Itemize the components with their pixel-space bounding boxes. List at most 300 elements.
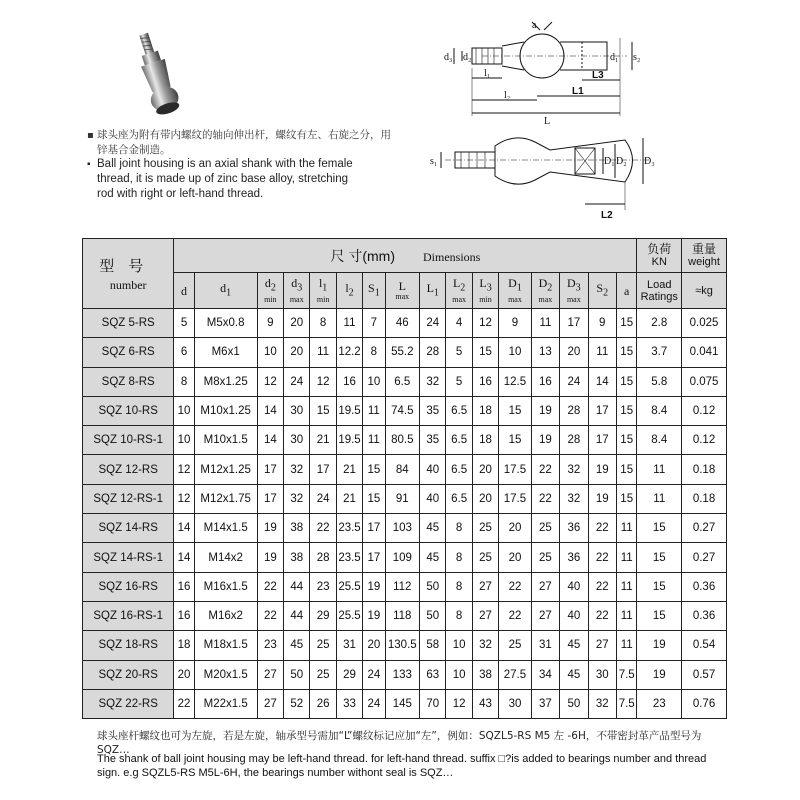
table-row <box>83 631 727 660</box>
table-cell: 36 <box>560 514 588 543</box>
table-cell: 20 <box>560 338 588 367</box>
label-D1: D₁ <box>604 156 615 167</box>
table-cell: 38 <box>284 543 310 572</box>
table-cell: 9 <box>257 309 283 338</box>
table-cell: 11 <box>616 631 636 660</box>
table-cell: 15 <box>637 514 682 543</box>
table-cell: 0.76 <box>682 689 727 718</box>
table-cell: 40 <box>420 484 446 513</box>
table-cell: M12x1.75 <box>194 484 257 513</box>
table-cell: 17 <box>257 484 283 513</box>
model-number-cell: SQZ 22-RS <box>83 689 174 718</box>
table-cell: 30 <box>284 426 310 455</box>
table-cell: 6.5 <box>446 484 472 513</box>
table-cell: 19 <box>531 426 559 455</box>
column-header-l2-5: $l_2$ <box>336 273 362 309</box>
table-cell: 8 <box>363 338 385 367</box>
table-cell: M6x1 <box>194 338 257 367</box>
weight-header-top: 重量 weight <box>682 239 727 273</box>
table-cell: 8 <box>310 309 336 338</box>
table-cell: 21 <box>336 484 362 513</box>
table-cell: 19.5 <box>336 426 362 455</box>
table-cell: 24 <box>284 367 310 396</box>
table-cell: 15 <box>616 396 636 425</box>
table-cell: 29 <box>336 660 362 689</box>
table-cell: 27 <box>531 572 559 601</box>
table-cell: 12.5 <box>499 367 531 396</box>
load-rating-header-top: 负荷 KN <box>637 239 682 273</box>
table-cell: M16x2 <box>194 601 257 630</box>
label-a: a <box>532 20 537 31</box>
table-cell: 18 <box>472 426 498 455</box>
table-cell: 9 <box>588 309 616 338</box>
table-cell: 12 <box>257 367 283 396</box>
table-cell: 22 <box>499 572 531 601</box>
column-header-l1-4: $l_1$ min <box>310 273 336 309</box>
table-cell: M18x1.5 <box>194 631 257 660</box>
table-cell: 14 <box>257 396 283 425</box>
table-cell: 14 <box>257 426 283 455</box>
table-cell: 15 <box>363 484 385 513</box>
table-cell: 44 <box>284 601 310 630</box>
table-cell: 11 <box>336 309 362 338</box>
table-cell: 10 <box>499 338 531 367</box>
table-cell: 12 <box>310 367 336 396</box>
table-cell: 84 <box>385 455 420 484</box>
table-cell: 6 <box>174 338 194 367</box>
table-cell: 112 <box>385 572 420 601</box>
table-cell: 15 <box>499 426 531 455</box>
table-cell: 38 <box>472 660 498 689</box>
table-cell: 0.54 <box>682 631 727 660</box>
description-english: ▪ Ball joint housing is an axial shank with the female thread, it is made up of zinc base alloy, stretching rod with right or left-hand thread. <box>97 157 367 202</box>
table-cell: 12 <box>472 309 498 338</box>
table-cell: 17 <box>363 514 385 543</box>
table-cell: 44 <box>284 572 310 601</box>
table-cell: 13 <box>531 338 559 367</box>
table-cell: 45 <box>284 631 310 660</box>
table-cell: 22 <box>588 543 616 572</box>
table-cell: 0.025 <box>682 309 727 338</box>
table-cell: 45 <box>420 514 446 543</box>
table-cell: 22 <box>499 601 531 630</box>
table-cell: 40 <box>560 572 588 601</box>
table-cell: 8 <box>446 543 472 572</box>
table-cell: 16 <box>531 367 559 396</box>
ball-joint-housing-photo <box>128 30 188 125</box>
table-cell: 27 <box>257 689 283 718</box>
dimensions-header: 尺 寸(mm) Dimensions <box>174 239 637 273</box>
table-cell: 22 <box>310 514 336 543</box>
specification-rows <box>83 309 727 719</box>
table-cell: 28 <box>560 426 588 455</box>
table-cell: 145 <box>385 689 420 718</box>
table-cell: 6.5 <box>446 396 472 425</box>
table-cell: 19 <box>637 631 682 660</box>
model-number-cell: SQZ 16-RS <box>83 572 174 601</box>
table-cell: 6.5 <box>446 426 472 455</box>
column-header-S1-6: $S_1$ <box>363 273 385 309</box>
label-D3: D₃ <box>644 156 655 167</box>
table-cell: 24 <box>363 689 385 718</box>
table-row <box>83 426 727 455</box>
table-cell: 8 <box>446 601 472 630</box>
table-cell: 20 <box>284 338 310 367</box>
table-cell: 7.5 <box>616 689 636 718</box>
table-cell: 11 <box>616 601 636 630</box>
column-header-d-0: d <box>174 273 194 309</box>
table-cell: 17 <box>363 543 385 572</box>
table-cell: 32 <box>472 631 498 660</box>
table-cell: 19.5 <box>336 396 362 425</box>
table-row <box>83 572 727 601</box>
table-cell: 27 <box>472 572 498 601</box>
table-cell: 32 <box>588 689 616 718</box>
table-cell: 24 <box>560 367 588 396</box>
table-cell: 6.5 <box>446 455 472 484</box>
table-row <box>83 484 727 513</box>
table-cell: 15 <box>637 601 682 630</box>
table-cell: M16x1.5 <box>194 572 257 601</box>
table-cell: 43 <box>472 689 498 718</box>
table-cell: 12 <box>174 455 194 484</box>
table-cell: 14 <box>174 543 194 572</box>
table-cell: 24 <box>310 484 336 513</box>
table-cell: 15 <box>616 367 636 396</box>
table-cell: 8 <box>446 514 472 543</box>
table-cell: 28 <box>420 338 446 367</box>
table-cell: 19 <box>363 572 385 601</box>
table-cell: 22 <box>588 514 616 543</box>
table-row <box>83 660 727 689</box>
table-cell: 40 <box>560 601 588 630</box>
model-number-header: 型号 number <box>83 239 174 309</box>
table-cell: 50 <box>420 601 446 630</box>
table-cell: 29 <box>310 601 336 630</box>
weight-unit-header: ≈kg <box>682 273 727 309</box>
model-number-cell: SQZ 12-RS-1 <box>83 484 174 513</box>
table-row <box>83 543 727 572</box>
table-cell: 25.5 <box>336 601 362 630</box>
table-cell: 18 <box>174 631 194 660</box>
table-cell: 23 <box>310 572 336 601</box>
table-cell: 15 <box>616 426 636 455</box>
table-row <box>83 338 727 367</box>
table-cell: 32 <box>560 455 588 484</box>
table-cell: 30 <box>499 689 531 718</box>
table-cell: 16 <box>336 367 362 396</box>
table-cell: 36 <box>560 543 588 572</box>
table-row <box>83 309 727 338</box>
table-cell: 23.5 <box>336 543 362 572</box>
technical-drawing-top-view <box>425 130 665 225</box>
table-cell: 22 <box>257 572 283 601</box>
table-cell: 10 <box>257 338 283 367</box>
table-cell: 40 <box>420 455 446 484</box>
table-cell: 22 <box>531 455 559 484</box>
table-cell: 11 <box>531 309 559 338</box>
column-header-L3-10: $L_3$ min <box>472 273 498 309</box>
table-cell: 31 <box>336 631 362 660</box>
label-L1: L1 <box>572 86 584 97</box>
table-cell: 4 <box>446 309 472 338</box>
model-number-cell: SQZ 14-RS-1 <box>83 543 174 572</box>
table-cell: 0.12 <box>682 396 727 425</box>
table-cell: 27.5 <box>499 660 531 689</box>
table-cell: 12 <box>446 689 472 718</box>
table-cell: 17 <box>588 426 616 455</box>
table-cell: 19 <box>363 601 385 630</box>
table-row <box>83 396 727 425</box>
table-cell: 15 <box>472 338 498 367</box>
table-cell: 28 <box>310 543 336 572</box>
table-cell: 11 <box>616 543 636 572</box>
table-cell: 33 <box>336 689 362 718</box>
table-cell: 5 <box>446 367 472 396</box>
table-cell: 17 <box>588 396 616 425</box>
table-cell: 12 <box>174 484 194 513</box>
table-cell: 133 <box>385 660 420 689</box>
table-cell: 5 <box>446 338 472 367</box>
specification-table <box>82 238 727 719</box>
table-cell: M8x1.25 <box>194 367 257 396</box>
table-cell: 25 <box>531 514 559 543</box>
table-cell: 45 <box>560 660 588 689</box>
table-cell: 15 <box>616 338 636 367</box>
table-cell: 52 <box>284 689 310 718</box>
column-header-D1-11: $D_1$ max <box>499 273 531 309</box>
table-row <box>83 367 727 396</box>
model-number-cell: SQZ 16-RS-1 <box>83 601 174 630</box>
model-number-cell: SQZ 12-RS <box>83 455 174 484</box>
table-cell: 30 <box>284 396 310 425</box>
table-cell: 25.5 <box>336 572 362 601</box>
table-cell: 20 <box>284 309 310 338</box>
table-cell: 37 <box>531 689 559 718</box>
table-cell: 14 <box>588 367 616 396</box>
table-cell: 20 <box>499 514 531 543</box>
table-cell: 50 <box>284 660 310 689</box>
table-cell: 27 <box>531 601 559 630</box>
table-cell: 32 <box>420 367 446 396</box>
table-cell: 16 <box>174 601 194 630</box>
table-cell: 11 <box>588 338 616 367</box>
table-cell: 19 <box>588 455 616 484</box>
table-cell: 20 <box>174 660 194 689</box>
table-cell: 11 <box>616 572 636 601</box>
table-cell: 5 <box>174 309 194 338</box>
table-cell: M14x2 <box>194 543 257 572</box>
table-cell: M5x0.8 <box>194 309 257 338</box>
table-cell: 55.2 <box>385 338 420 367</box>
table-cell: 35 <box>420 396 446 425</box>
table-cell: 11 <box>637 455 682 484</box>
label-L2: L2 <box>601 210 613 221</box>
table-cell: 109 <box>385 543 420 572</box>
table-cell: 15 <box>499 396 531 425</box>
column-header-L-7: L max <box>385 273 420 309</box>
label-l2: l₂ <box>504 90 511 101</box>
table-cell: 35 <box>420 426 446 455</box>
table-cell: M14x1.5 <box>194 514 257 543</box>
table-cell: 7.5 <box>616 660 636 689</box>
column-header-D3-13: $D_3$ max <box>560 273 588 309</box>
technical-drawing-side-view <box>432 18 642 128</box>
table-cell: 50 <box>420 572 446 601</box>
table-cell: 25 <box>472 514 498 543</box>
model-number-cell: SQZ 18-RS <box>83 631 174 660</box>
table-cell: M20x1.5 <box>194 660 257 689</box>
table-cell: 80.5 <box>385 426 420 455</box>
label-L3: L3 <box>592 70 604 81</box>
table-row <box>83 514 727 543</box>
table-cell: 28 <box>560 396 588 425</box>
table-cell: 23 <box>637 689 682 718</box>
table-cell: 38 <box>284 514 310 543</box>
table-cell: 25 <box>310 631 336 660</box>
column-header-a-15: a <box>616 273 636 309</box>
column-header-S2-14: $S_2$ <box>588 273 616 309</box>
table-cell: 9 <box>499 309 531 338</box>
column-header-d1-1: $d_1$ <box>194 273 257 309</box>
table-cell: 130.5 <box>385 631 420 660</box>
column-header-d3-3: $d_3$ max <box>284 273 310 309</box>
table-row <box>83 455 727 484</box>
table-cell: 23.5 <box>336 514 362 543</box>
table-cell: 21 <box>310 426 336 455</box>
table-cell: M12x1.25 <box>194 455 257 484</box>
table-cell: 0.12 <box>682 426 727 455</box>
table-cell: 32 <box>284 484 310 513</box>
table-cell: 20 <box>499 543 531 572</box>
table-cell: 46 <box>385 309 420 338</box>
table-cell: 10 <box>174 426 194 455</box>
table-cell: 16 <box>472 367 498 396</box>
table-cell: 22 <box>174 689 194 718</box>
table-cell: 27 <box>588 631 616 660</box>
table-cell: 11 <box>637 484 682 513</box>
label-d1: d₁ <box>610 52 619 63</box>
table-cell: 22 <box>257 601 283 630</box>
table-cell: 25 <box>472 543 498 572</box>
table-cell: M10x1.5 <box>194 426 257 455</box>
table-cell: 11 <box>363 396 385 425</box>
label-L: L <box>544 116 551 127</box>
table-cell: 91 <box>385 484 420 513</box>
table-cell: 34 <box>531 660 559 689</box>
table-cell: 0.075 <box>682 367 727 396</box>
table-cell: 3.7 <box>637 338 682 367</box>
label-s2: s₂ <box>633 52 641 63</box>
table-cell: 19 <box>588 484 616 513</box>
table-cell: 0.36 <box>682 572 727 601</box>
table-cell: 17.5 <box>499 455 531 484</box>
table-cell: 25 <box>499 631 531 660</box>
table-cell: 8.4 <box>637 396 682 425</box>
model-number-cell: SQZ 8-RS <box>83 367 174 396</box>
table-cell: 17 <box>560 309 588 338</box>
table-cell: 21 <box>336 455 362 484</box>
table-cell: 20 <box>363 631 385 660</box>
table-cell: 15 <box>637 543 682 572</box>
column-header-L1-8: $L_1$ <box>420 273 446 309</box>
table-cell: 24 <box>363 660 385 689</box>
table-cell: 118 <box>385 601 420 630</box>
table-cell: 25 <box>310 660 336 689</box>
table-cell: 50 <box>560 689 588 718</box>
table-cell: 8 <box>446 572 472 601</box>
label-s1: s₁ <box>430 156 438 167</box>
table-cell: 22 <box>531 484 559 513</box>
table-cell: 0.27 <box>682 543 727 572</box>
table-cell: 31 <box>531 631 559 660</box>
table-cell: 5.8 <box>637 367 682 396</box>
table-cell: 19 <box>637 660 682 689</box>
table-cell: 8.4 <box>637 426 682 455</box>
table-cell: 45 <box>560 631 588 660</box>
table-cell: 17 <box>310 455 336 484</box>
table-cell: 0.36 <box>682 601 727 630</box>
label-d2: d₂ <box>463 52 472 63</box>
model-number-cell: SQZ 5-RS <box>83 309 174 338</box>
table-cell: 2.8 <box>637 309 682 338</box>
table-cell: 0.27 <box>682 514 727 543</box>
table-cell: 20 <box>472 484 498 513</box>
table-cell: 0.57 <box>682 660 727 689</box>
table-cell: 8 <box>174 367 194 396</box>
table-cell: 27 <box>472 601 498 630</box>
table-cell: 22 <box>588 572 616 601</box>
note-chinese: 球头座杆螺纹也可为左旋，若是左旋，轴承型号需加“L”螺纹标记应加“左”，例如：SQZL5-RS M5 左 -6H，不带密封革产品型号为 SQZ… <box>97 730 702 756</box>
table-cell: 27 <box>257 660 283 689</box>
load-rating-header: Load Ratings <box>637 273 682 309</box>
table-cell: 26 <box>310 689 336 718</box>
column-header-D2-12: $D_2$ max <box>531 273 559 309</box>
table-cell: 14 <box>174 514 194 543</box>
table-cell: 25 <box>531 543 559 572</box>
table-cell: 10 <box>363 367 385 396</box>
table-cell: 0.041 <box>682 338 727 367</box>
table-cell: 22 <box>588 601 616 630</box>
table-cell: 15 <box>310 396 336 425</box>
table-cell: M22x1.5 <box>194 689 257 718</box>
note-english: The shank of ball joint housing may be left-hand thread. for left-hand thread. suffix □?is added to bearings number and thread sign. e.g SQZL5-RS M5L-6H, the bearings number withont seal is SQZ… <box>97 753 707 779</box>
table-cell: M10x1.25 <box>194 396 257 425</box>
description-chinese: ▪ 球头座为附有带内螺纹的轴向伸出杆，螺纹有左、右旋之分，用锌基合金制造。 <box>97 128 397 158</box>
model-number-cell: SQZ 20-RS <box>83 660 174 689</box>
table-cell: 11 <box>616 514 636 543</box>
label-l1: l₁ <box>484 68 491 79</box>
table-cell: 15 <box>637 572 682 601</box>
table-cell: 23 <box>257 631 283 660</box>
table-cell: 19 <box>257 514 283 543</box>
table-cell: 17 <box>257 455 283 484</box>
table-cell: 10 <box>446 631 472 660</box>
model-number-cell: SQZ 10-RS <box>83 396 174 425</box>
table-cell: 12.2 <box>336 338 362 367</box>
table-cell: 19 <box>257 543 283 572</box>
table-row <box>83 601 727 630</box>
table-cell: 103 <box>385 514 420 543</box>
table-cell: 15 <box>616 309 636 338</box>
table-cell: 15 <box>616 484 636 513</box>
table-cell: 0.18 <box>682 484 727 513</box>
table-cell: 16 <box>174 572 194 601</box>
table-cell: 74.5 <box>385 396 420 425</box>
table-cell: 15 <box>616 455 636 484</box>
table-cell: 19 <box>531 396 559 425</box>
table-cell: 24 <box>420 309 446 338</box>
